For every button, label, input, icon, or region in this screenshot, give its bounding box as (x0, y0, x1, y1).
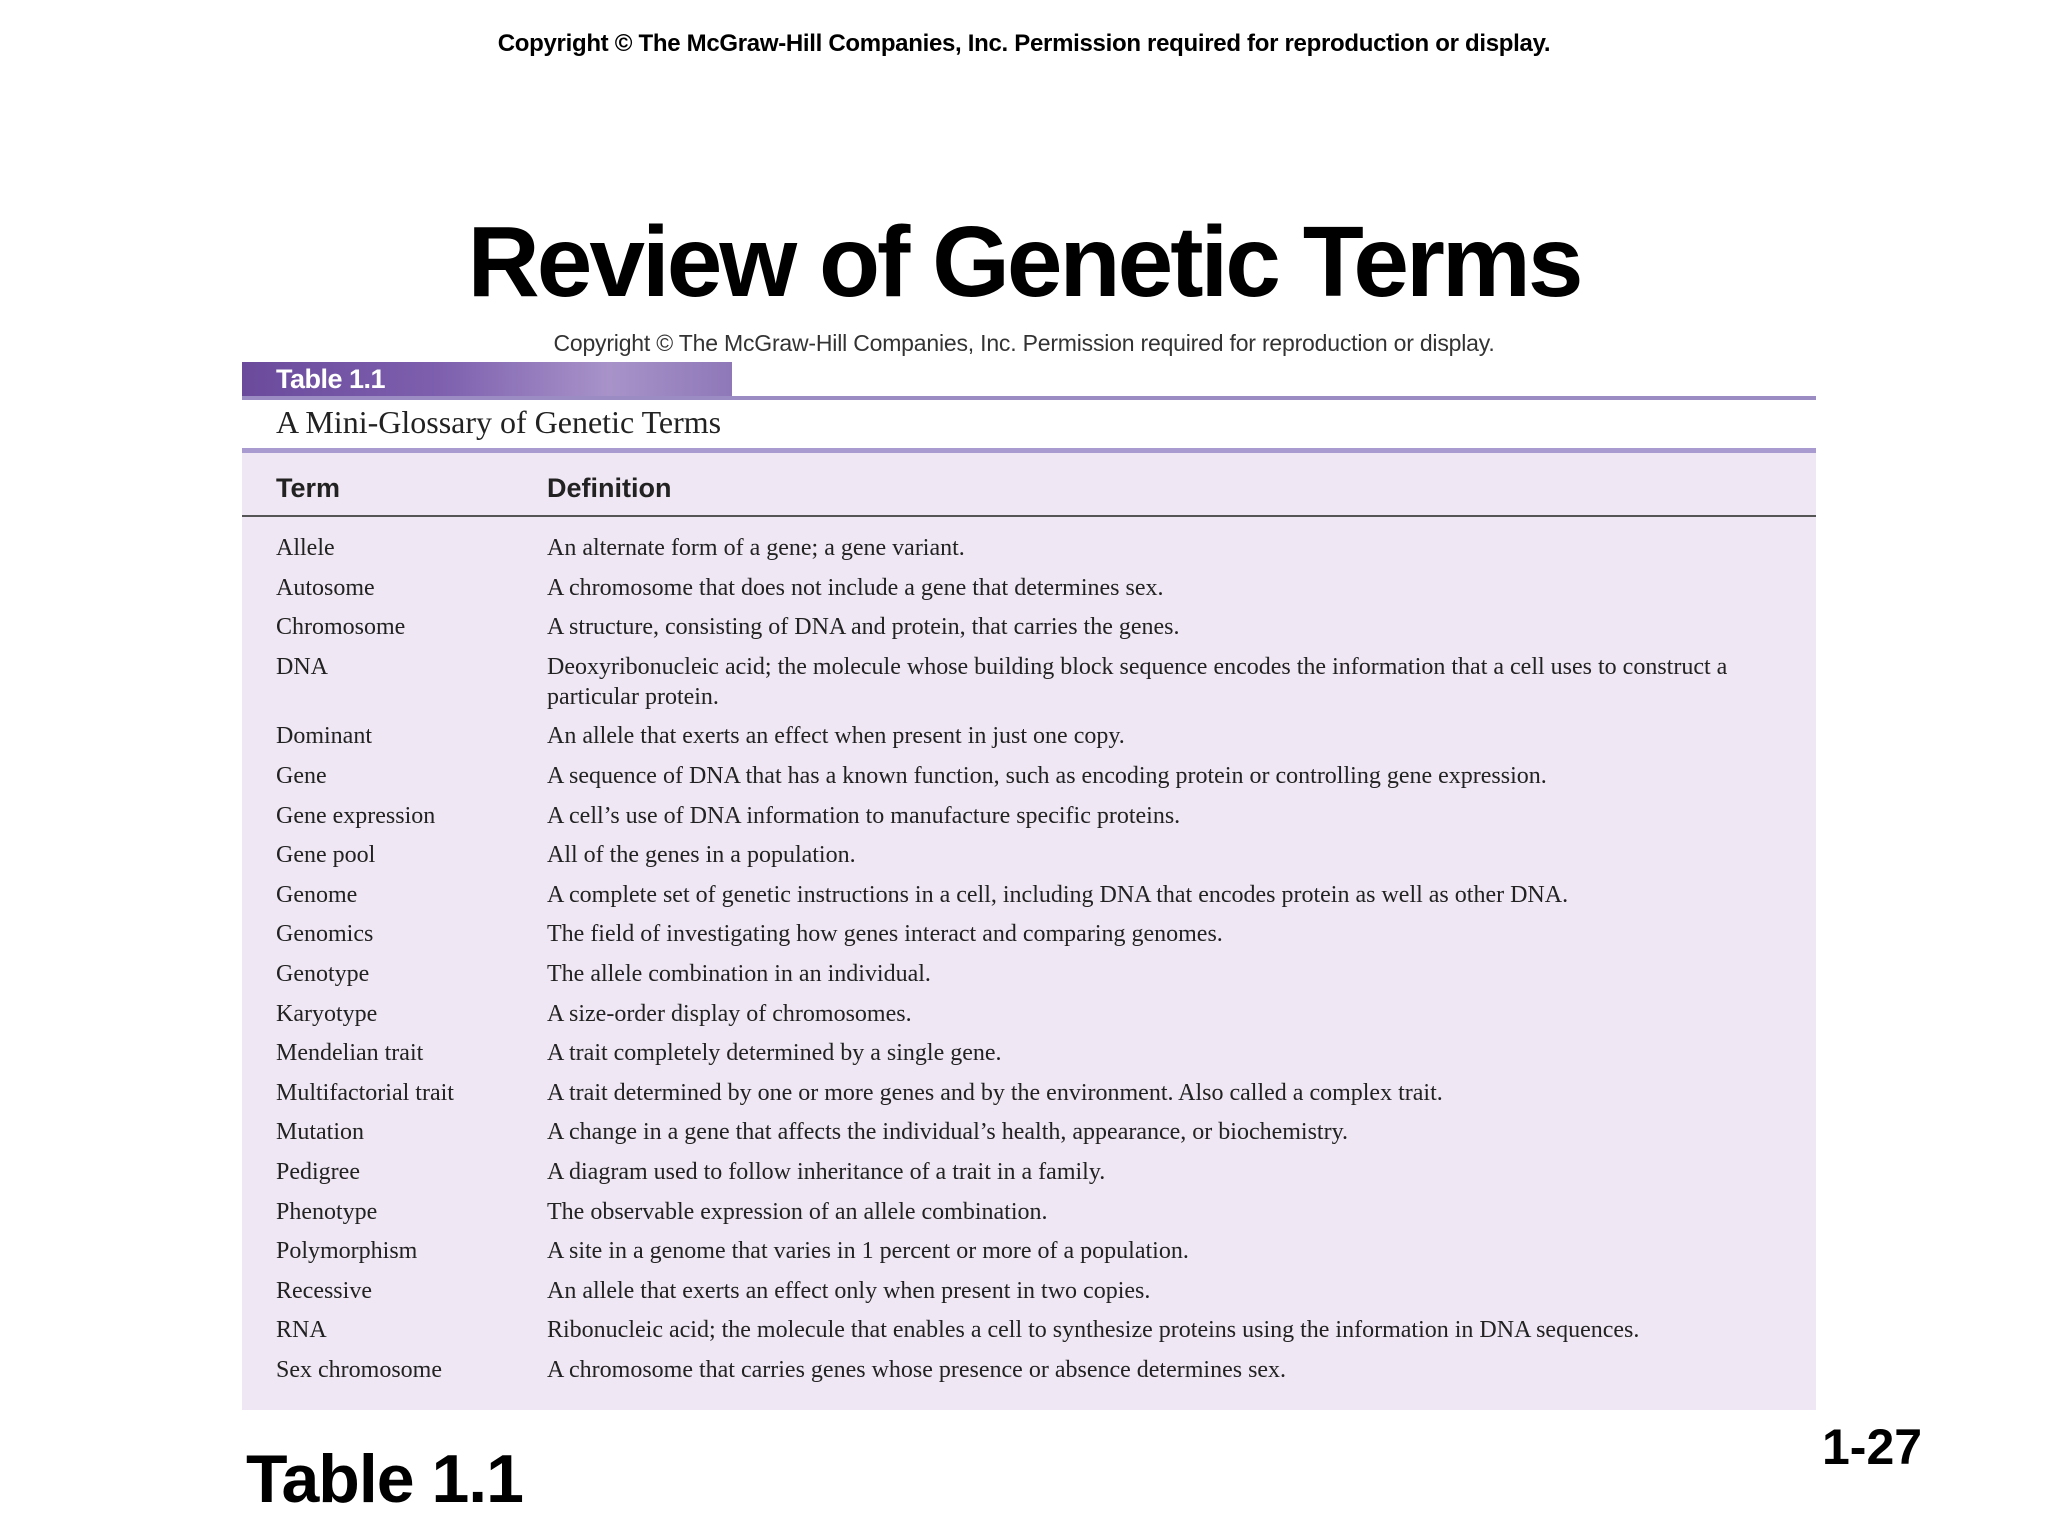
table-row (242, 533, 1816, 563)
table-body (242, 453, 1816, 1410)
definition-cell: Ribonucleic acid; the molecule that enables a cell to synthesize proteins using the information in DNA sequences. (547, 1317, 1640, 1344)
table-row (242, 573, 1816, 603)
slide-title: Review of Genetic Terms (467, 206, 1581, 318)
table-row (242, 761, 1816, 791)
definition-cell: A cell’s use of DNA information to manufacture specific proteins. (547, 802, 1181, 829)
term-cell: Genome (276, 881, 358, 908)
table-row (242, 801, 1816, 831)
definition-cell: A site in a genome that varies in 1 percent or more of a population. (547, 1238, 1189, 1265)
definition-cell: An alternate form of a gene; a gene variant. (547, 535, 965, 561)
definition-cell: All of the genes in a population. (547, 842, 856, 869)
definition-cell: The allele combination in an individual. (547, 960, 931, 987)
table-row (242, 721, 1816, 751)
table-rows (242, 533, 1816, 1394)
table-row (242, 1117, 1816, 1147)
table-row (242, 1078, 1816, 1108)
term-cell: Sex chromosome (276, 1356, 442, 1383)
definition-cell: A trait determined by one or more genes and by the environment. Also called a complex trait. (547, 1079, 1443, 1106)
term-cell: Polymorphism (276, 1238, 418, 1265)
term-cell: RNA (276, 1317, 327, 1344)
definition-cell: A structure, consisting of DNA and protein, that carries the genes. (547, 614, 1180, 641)
definition-cell: A trait completely determined by a single gene. (547, 1040, 1002, 1067)
definition-cell: The observable expression of an allele combination. (547, 1198, 1048, 1225)
column-header-definition: Definition (547, 473, 672, 503)
slide-table-label: Table 1.1 (246, 1441, 523, 1517)
term-cell: Phenotype (276, 1198, 378, 1225)
table-row (242, 612, 1816, 642)
slide-copyright-notice: Copyright © The McGraw-Hill Companies, Inc. Permission required for reproduction or display. (497, 30, 1551, 57)
definition-cell: Deoxyribonucleic acid; the molecule whose building block sequence encodes the information that a cell uses to construct a particular protein. (547, 653, 1728, 710)
table-copyright-notice: Copyright © The McGraw-Hill Companies, Inc. Permission required for reproduction or display. (553, 330, 1495, 356)
term-cell: Gene (276, 762, 327, 789)
table-row (242, 1197, 1816, 1227)
table-row (242, 1038, 1816, 1068)
definition-cell: An allele that exerts an effect only when present in two copies. (547, 1277, 1151, 1304)
definition-cell: An allele that exerts an effect when present in just one copy. (547, 723, 1125, 750)
term-cell: Allele (276, 535, 335, 561)
term-cell: DNA (276, 653, 328, 680)
term-cell: Mendelian trait (276, 1040, 424, 1067)
table-row (242, 1157, 1816, 1187)
term-cell: Autosome (276, 574, 375, 601)
definition-cell: A diagram used to follow inheritance of a trait in a family. (547, 1158, 1106, 1185)
divider (242, 515, 1816, 517)
term-cell: Mutation (276, 1119, 364, 1146)
term-cell: Gene pool (276, 842, 376, 869)
definition-cell: A chromosome that carries genes whose presence or absence determines sex. (547, 1356, 1287, 1383)
column-header-term: Term (276, 473, 341, 503)
term-cell: Multifactorial trait (276, 1079, 454, 1106)
term-cell: Pedigree (276, 1158, 360, 1185)
page-number: 1-27 (1822, 1419, 1923, 1475)
definition-cell: A chromosome that does not include a gene that determines sex. (547, 574, 1164, 601)
term-cell: Recessive (276, 1277, 372, 1304)
table-row (242, 840, 1816, 870)
table-caption: A Mini-Glossary of Genetic Terms (276, 404, 722, 440)
term-cell: Dominant (276, 723, 372, 750)
table-row (242, 1315, 1816, 1345)
definition-cell: A complete set of genetic instructions in a cell, including DNA that encodes protein as well as other DNA. (547, 881, 1569, 908)
glossary-table (242, 362, 1816, 1410)
term-cell: Karyotype (276, 1000, 378, 1027)
definition-cell: The field of investigating how genes interact and comparing genomes. (547, 921, 1223, 948)
table-row (242, 1276, 1816, 1306)
definition-cell: A size-order display of chromosomes. (547, 1000, 912, 1027)
term-cell: Genomics (276, 921, 374, 948)
table-tab (242, 362, 732, 396)
term-cell: Gene expression (276, 802, 436, 829)
term-cell: Chromosome (276, 614, 406, 641)
definition-cell: A sequence of DNA that has a known function, such as encoding protein or controlling gene expression. (547, 762, 1547, 789)
table-row (242, 959, 1816, 989)
table-row (242, 1355, 1816, 1385)
table-row (242, 919, 1816, 949)
table-row (242, 1236, 1816, 1266)
table-row (242, 652, 1816, 712)
table-tab-label: Table 1.1 (276, 364, 386, 394)
term-cell: Genotype (276, 960, 370, 987)
divider (242, 396, 1816, 400)
table-row (242, 880, 1816, 910)
definition-cell: A change in a gene that affects the individual’s health, appearance, or biochemistry. (547, 1119, 1349, 1146)
table-row (242, 999, 1816, 1029)
